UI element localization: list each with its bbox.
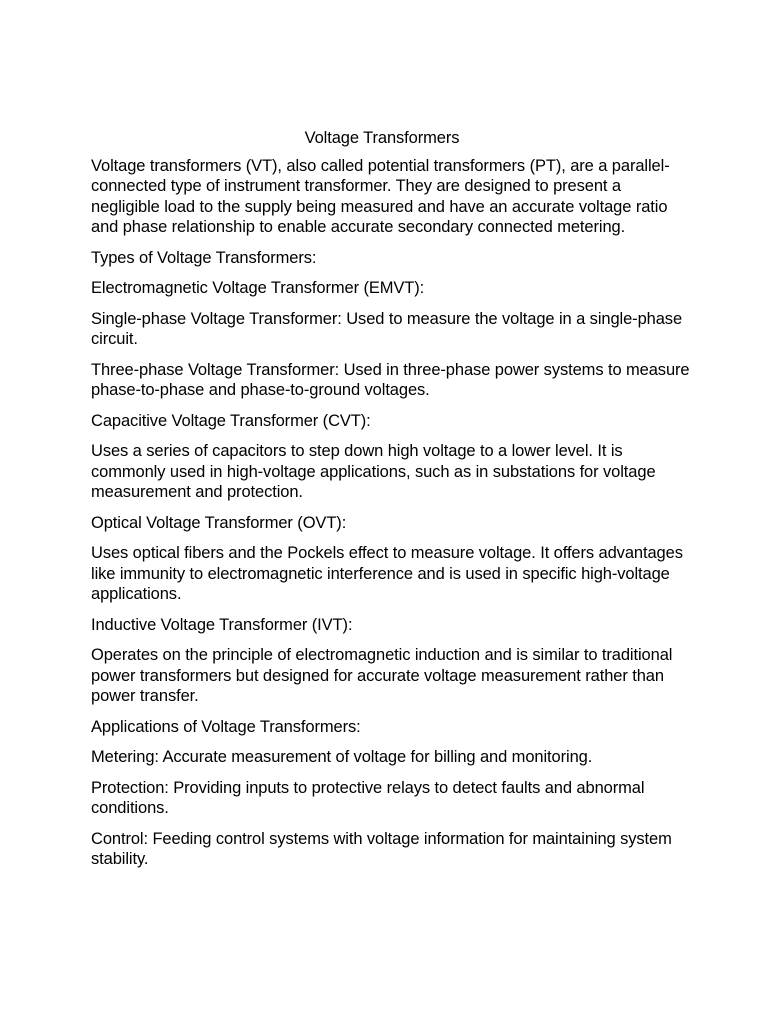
document-page <box>91 128 691 880</box>
application-control: Control: Feeding control systems with voltage information for maintaining system stability. <box>91 829 672 868</box>
type-name-cvt: Capacitive Voltage Transformer (CVT): <box>91 411 371 430</box>
types-heading-text: Types of Voltage Transformers <box>91 248 312 267</box>
type-description-cvt: Uses a series of capacitors to step down high voltage to a lower level. It is commonly used in high-voltage applications, such as in substations for voltage measurement and protection. <box>91 442 656 501</box>
type-name-ovt: Optical Voltage Transformer (OVT): <box>91 513 347 532</box>
type-description-single-phase: Single-phase Voltage Transformer: Used to measure the voltage in a single-phase circuit. <box>91 309 683 348</box>
document-title: Voltage Transformers <box>304 129 460 147</box>
type-name-emvt: Electromagnetic Voltage Transformer (EMVT): <box>91 279 425 297</box>
application-protection: Protection: Providing inputs to protective relays to detect faults and abnormal conditions. <box>91 778 645 817</box>
type-description-ovt: Uses optical fibers and the Pockels effect to measure voltage. It offers advantages like immunity to electromagnetic interference and is used in specific high-voltage applications. <box>91 544 683 603</box>
type-description-three-phase: Three-phase Voltage Transformer: Used in three-phase power systems to measure phase-to-phase and phase-to-ground voltages. <box>91 360 690 399</box>
applications-heading: Applications of Voltage Transformers: <box>91 717 361 736</box>
type-description-ivt: Operates on the principle of electromagnetic induction and is similar to traditional power transformers but designed for accurate voltage measurement rather than power transfer. <box>91 646 673 705</box>
intro-paragraph: Voltage transformers (VT), also called potential transformers (PT), are a parallel-connected type of instrument transformer. They are designed to present a negligible load to the supply being measured and have an accurate voltage ratio and phase relationship to enable accurate secondary connected metering. <box>91 156 670 236</box>
application-metering: Metering: Accurate measurement of voltage for billing and monitoring. <box>91 748 593 766</box>
types-heading-colon: : <box>311 248 317 267</box>
type-name-ivt: Inductive Voltage Transformer (IVT): <box>91 615 353 634</box>
types-heading <box>91 248 691 269</box>
